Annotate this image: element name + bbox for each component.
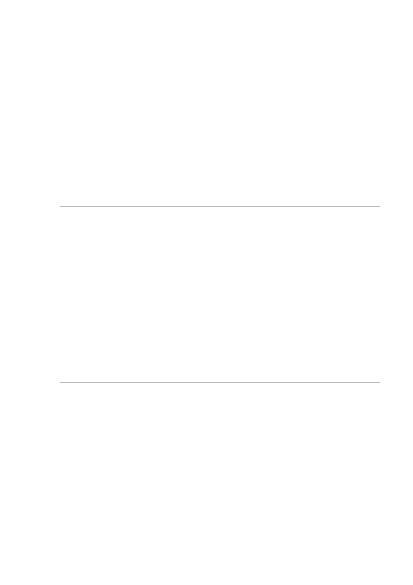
literature-separator [60, 206, 380, 207]
author-separator [60, 382, 380, 383]
